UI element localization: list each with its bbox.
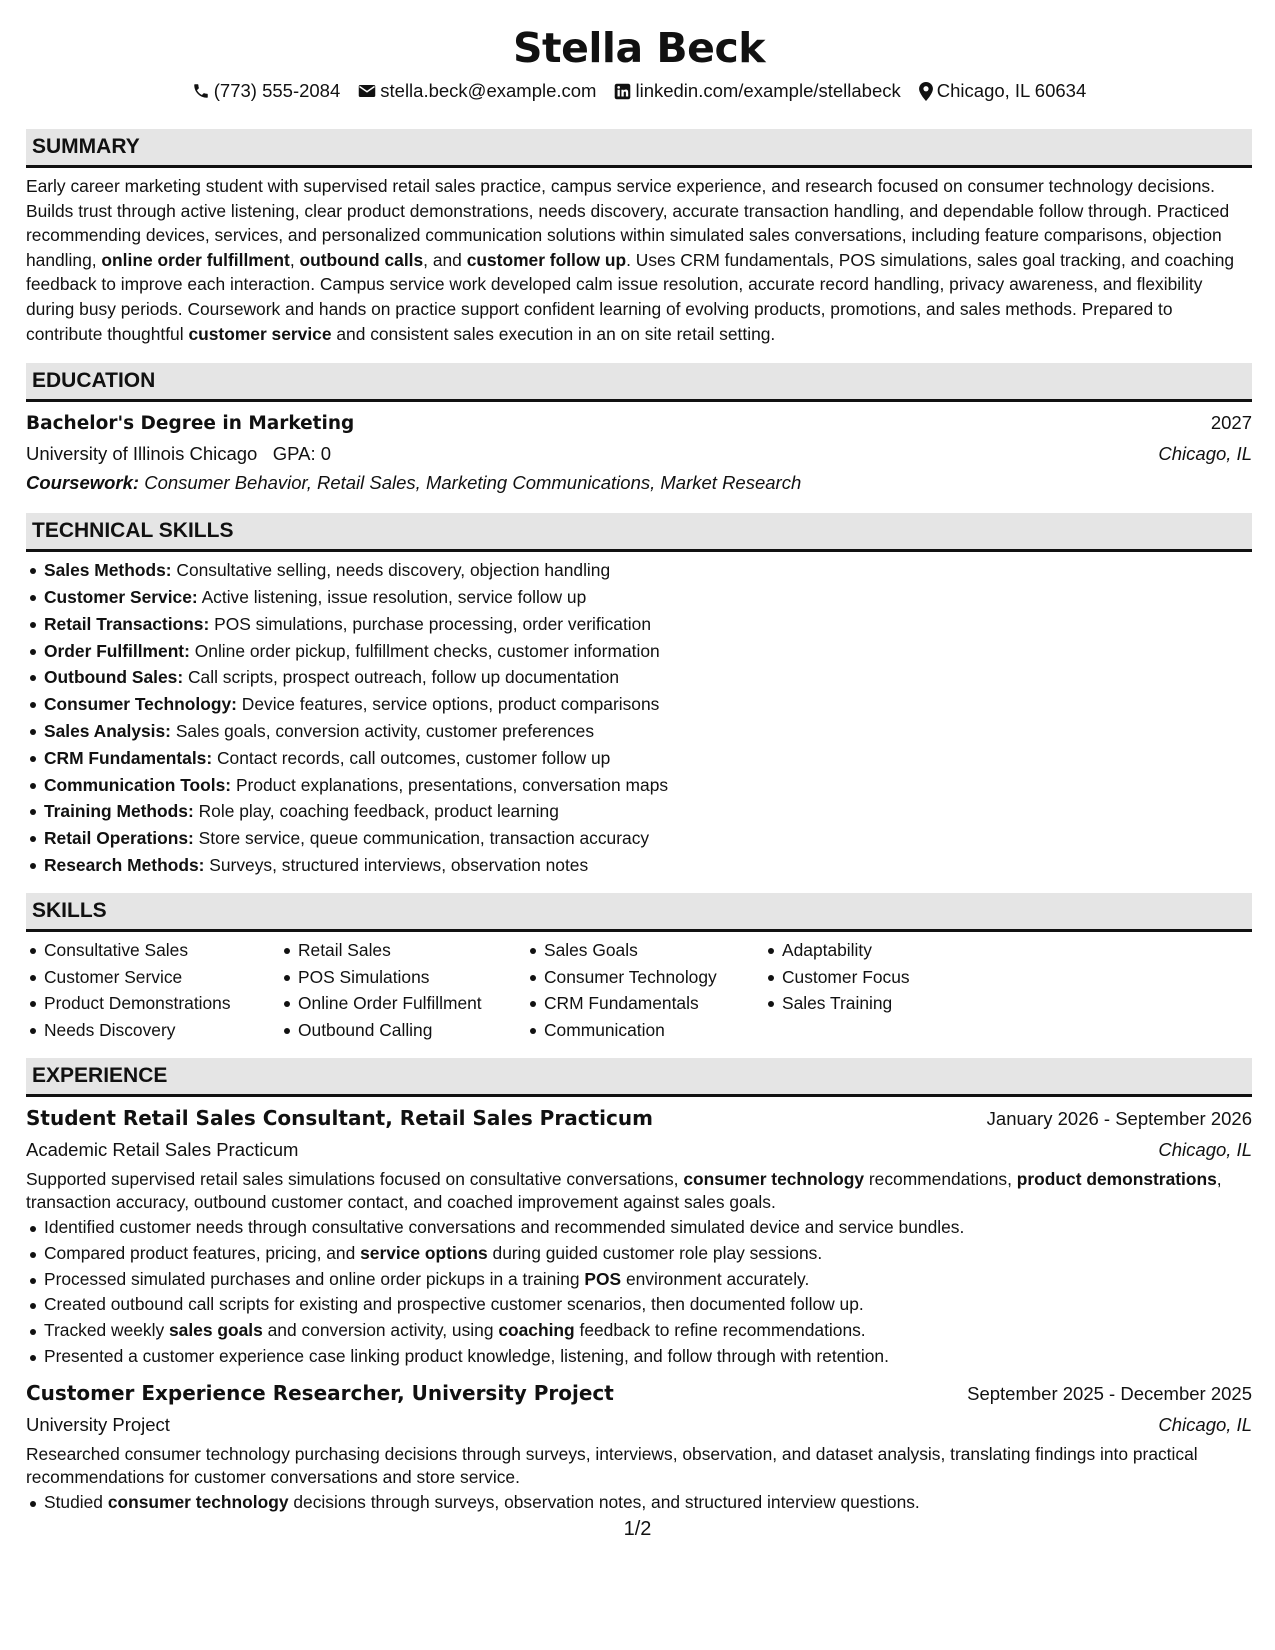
phone-text: (773) 555-2084 [213, 80, 341, 101]
skill-item: Communication [526, 1017, 746, 1044]
bold-phrase: consumer technology [683, 1168, 865, 1189]
skill-item: Consultative Sales [26, 937, 262, 964]
section-heading-experience: EXPERIENCE [26, 1058, 1252, 1097]
skill-category: Retail Transactions: [44, 613, 210, 634]
linkedin-icon [614, 83, 631, 100]
text-run: feedback to refine recommendations. [574, 1320, 866, 1341]
skills-columns [26, 937, 1252, 1044]
skills-column [26, 937, 262, 1044]
skill-item: Needs Discovery [26, 1017, 262, 1044]
bold-phrase: POS [584, 1268, 622, 1289]
job-location: Chicago, IL [1158, 1413, 1252, 1435]
job-header [26, 1378, 1252, 1409]
job-header [26, 1103, 1252, 1134]
contact-phone [192, 78, 341, 104]
skill-item: Customer Service [26, 964, 262, 991]
skill-item: Product Demonstrations [26, 990, 262, 1017]
skill-item: Retail Sales [280, 937, 508, 964]
technical-skill-item [26, 664, 1252, 691]
section-heading-education: EDUCATION [26, 363, 1252, 402]
bold-phrase: coaching [498, 1320, 575, 1341]
skill-details: Call scripts, prospect outreach, follow up documentation [187, 667, 620, 688]
technical-skill-item [26, 798, 1252, 825]
experience-list [26, 1103, 1252, 1516]
section-heading-summary: SUMMARY [26, 129, 1252, 168]
skills-column [526, 937, 746, 1044]
skill-item: Sales Training [764, 990, 964, 1017]
job-title: Customer Experience Researcher, University Project [26, 1380, 614, 1405]
bold-phrase: product demonstrations [1016, 1168, 1217, 1189]
skill-category: Outbound Sales: [44, 667, 184, 688]
text-run: Created outbound call scripts for existing and prospective customer scenarios, then documented follow up. [44, 1294, 864, 1315]
linkedin-link[interactable]: linkedin.com/example/stellabeck [635, 80, 901, 101]
graduation-year: 2027 [1210, 412, 1252, 434]
skills-column [280, 937, 508, 1044]
job-bullet [26, 1318, 1252, 1344]
skill-category: Research Methods: [44, 854, 205, 875]
text-run: Identified customer needs through consultative conversations and recommended simulated device and service bundles. [44, 1216, 965, 1237]
skill-category: Retail Operations: [44, 828, 194, 849]
skill-category: Consumer Technology: [44, 694, 237, 715]
skill-details: Consultative selling, needs discovery, objection handling [176, 560, 611, 581]
text-run: Researched consumer technology purchasing decisions through surveys, interviews, observation, and dataset analysis, translating findings into practical recommendations for customer conversations and store service. [26, 1443, 1198, 1488]
contact-linkedin[interactable] [614, 78, 900, 104]
job-bullet [26, 1215, 1252, 1241]
school-location: Chicago, IL [1158, 443, 1252, 465]
skill-details: Role play, coaching feedback, product learning [198, 801, 559, 822]
skill-details: POS simulations, purchase processing, order verification [214, 613, 652, 634]
skill-category: Communication Tools: [44, 774, 232, 795]
summary-text: Early career marketing student with supervised retail sales practice, campus service experience, and research focused on consumer technology decisions. Builds trust through active listening, clear product demonstrations, needs discovery, accurate transaction handling, and dependable follow through. Practiced recommending devices, services, and personalized communication solutions within simulated sales conversations, including feature comparisons, objection handling, online order fulfillment, outbound calls, and customer follow up. Uses CRM fundamentals, POS simulations, sales goal tracking, and coaching feedback to improve each interaction. Campus service work developed calm issue resolution, accurate record handling, privacy awareness, and flexibility during busy periods. Coursework and hands on practice support confident learning of evolving products, promotions, and sales methods. Prepared to contribute thoughtful customer service and consistent sales execution in an on site retail setting. [26, 176, 1235, 344]
skill-item: Consumer Technology [526, 964, 746, 991]
skill-category: Training Methods: [44, 801, 194, 822]
coursework-list: Consumer Behavior, Retail Sales, Marketing Communications, Market Research [144, 472, 802, 494]
coursework-line [26, 468, 1252, 497]
job-dates: January 2026 - September 2026 [986, 1107, 1252, 1129]
skill-category: Sales Methods: [44, 560, 172, 581]
skill-item: Customer Focus [764, 964, 964, 991]
gpa: GPA: 0 [272, 443, 332, 465]
job-bullet [26, 1292, 1252, 1318]
page-number: 1/2 [623, 1518, 652, 1540]
skill-details: Online order pickup, fulfillment checks, customer information [194, 640, 660, 661]
skill-details: Surveys, structured interviews, observation notes [209, 854, 589, 875]
job-organization: University Project [26, 1413, 170, 1435]
job-subheader [26, 1409, 1252, 1440]
contact-location [919, 78, 1086, 104]
bold-phrase: service options [360, 1242, 488, 1263]
job-entry [26, 1103, 1252, 1370]
skill-details: Contact records, call outcomes, customer follow up [216, 747, 611, 768]
skill-item: Adaptability [764, 937, 964, 964]
bold-phrase: sales goals [169, 1320, 263, 1341]
text-run: recommendations, [864, 1168, 1017, 1189]
technical-skill-item [26, 611, 1252, 638]
technical-skill-item [26, 718, 1252, 745]
text-run: Tracked weekly [44, 1320, 169, 1341]
job-bullet [26, 1241, 1252, 1267]
school-name: University of Illinois Chicago [26, 443, 258, 465]
job-bullets [26, 1215, 1252, 1370]
skills-column [764, 937, 964, 1044]
bold-phrase: consumer technology [107, 1491, 289, 1512]
technical-skill-item [26, 691, 1252, 718]
location-text: Chicago, IL 60634 [936, 80, 1087, 101]
skill-details: Product explanations, presentations, conversation maps [235, 774, 669, 795]
school-line [26, 439, 331, 468]
contact-email[interactable] [358, 78, 596, 104]
job-description [26, 1168, 1252, 1215]
text-run: and conversion activity, using [262, 1320, 499, 1341]
skill-category: Sales Analysis: [44, 720, 171, 741]
job-entry [26, 1378, 1252, 1516]
text-run: Presented a customer experience case linking product knowledge, listening, and follow through with retention. [44, 1345, 889, 1366]
skill-details: Active listening, issue resolution, service follow up [201, 586, 587, 607]
job-organization: Academic Retail Sales Practicum [26, 1138, 299, 1160]
skill-item: CRM Fundamentals [526, 990, 746, 1017]
job-location: Chicago, IL [1158, 1138, 1252, 1160]
degree-title: Bachelor's Degree in Marketing [26, 413, 355, 435]
text-run: Supported supervised retail sales simulations focused on consultative conversations, [26, 1168, 684, 1189]
skill-details: Device features, service options, product comparisons [241, 694, 660, 715]
job-bullets [26, 1490, 1252, 1516]
skill-item: Outbound Calling [280, 1017, 508, 1044]
skill-details: Store service, queue communication, transaction accuracy [198, 828, 650, 849]
text-run: during guided customer role play sessions. [487, 1242, 823, 1263]
education-entry [26, 408, 1252, 497]
skill-category: Customer Service: [44, 586, 198, 607]
text-run: Studied [44, 1491, 108, 1512]
text-run: environment accurately. [621, 1268, 810, 1289]
text-run: Processed simulated purchases and online order pickups in a training [44, 1268, 585, 1289]
skill-item: Online Order Fulfillment [280, 990, 508, 1017]
skill-category: CRM Fundamentals: [44, 747, 213, 768]
contact-bar [26, 78, 1252, 104]
technical-skills-list [26, 557, 1252, 879]
job-description [26, 1443, 1252, 1490]
section-heading-technical-skills: TECHNICAL SKILLS [26, 513, 1252, 552]
phone-icon [192, 82, 210, 100]
text-run: decisions through surveys, observation notes, and structured interview questions. [288, 1491, 920, 1512]
section-heading-skills: SKILLS [26, 893, 1252, 932]
job-dates: September 2025 - December 2025 [967, 1382, 1252, 1404]
job-title: Student Retail Sales Consultant, Retail Sales Practicum [26, 1105, 653, 1130]
technical-skill-item [26, 584, 1252, 611]
candidate-name: Stella Beck [512, 24, 766, 72]
technical-skill-item [26, 772, 1252, 799]
envelope-icon [358, 83, 376, 99]
email-link[interactable]: stella.beck@example.com [380, 80, 597, 101]
map-pin-icon [919, 82, 933, 101]
technical-skill-item [26, 852, 1252, 879]
job-bullet [26, 1267, 1252, 1293]
text-run: Compared product features, pricing, and [44, 1242, 361, 1263]
job-bullet [26, 1490, 1252, 1516]
skill-item: Sales Goals [526, 937, 746, 964]
coursework-label: Coursework: [26, 472, 140, 494]
resume-page [26, 20, 1252, 1515]
job-bullet [26, 1344, 1252, 1370]
skill-details: Sales goals, conversion activity, customer preferences [175, 720, 595, 741]
technical-skill-item [26, 638, 1252, 665]
technical-skill-item [26, 825, 1252, 852]
technical-skill-item [26, 745, 1252, 772]
text-run: , transaction accuracy, outbound customer contact, and coached improvement against sales goals. [26, 1168, 1222, 1213]
technical-skill-item [26, 557, 1252, 584]
job-subheader [26, 1134, 1252, 1165]
skill-item: POS Simulations [280, 964, 508, 991]
skill-category: Order Fulfillment: [44, 640, 190, 661]
